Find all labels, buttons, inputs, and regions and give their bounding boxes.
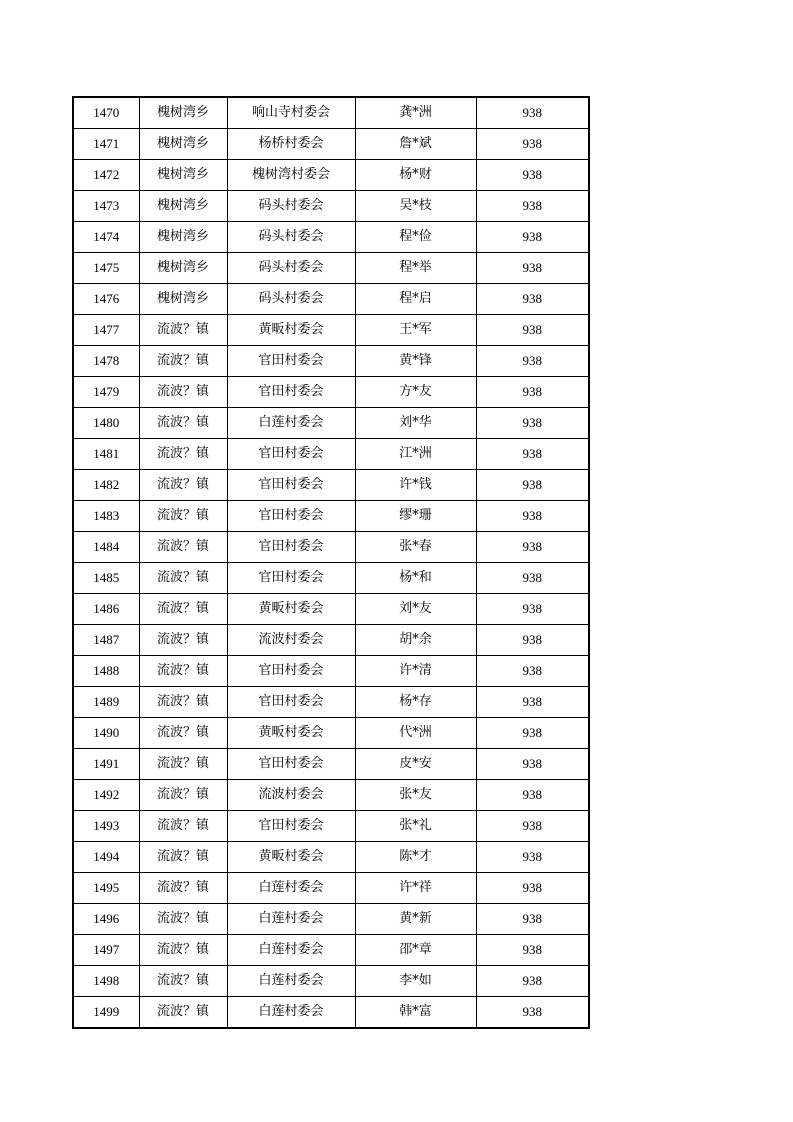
name-cell: 刘*友 (355, 594, 476, 625)
name-cell: 代*洲 (355, 718, 476, 749)
amount-cell: 938 (476, 904, 589, 935)
row-number-cell: 1493 (73, 811, 139, 842)
row-number-cell: 1471 (73, 129, 139, 160)
town-cell: 槐树湾乡 (139, 129, 227, 160)
row-number-cell: 1492 (73, 780, 139, 811)
name-cell: 黄*新 (355, 904, 476, 935)
town-cell: 流波？镇 (139, 749, 227, 780)
amount-cell: 938 (476, 284, 589, 315)
name-cell: 王*军 (355, 315, 476, 346)
town-cell: 流波？镇 (139, 935, 227, 966)
town-cell: 流波？镇 (139, 377, 227, 408)
village-committee-cell: 流波村委会 (227, 625, 355, 656)
row-number-cell: 1481 (73, 439, 139, 470)
amount-cell: 938 (476, 377, 589, 408)
table-row (73, 842, 589, 873)
row-number-cell: 1485 (73, 563, 139, 594)
town-cell: 流波？镇 (139, 687, 227, 718)
village-committee-cell: 码头村委会 (227, 284, 355, 315)
row-number-cell: 1473 (73, 191, 139, 222)
name-cell: 吴*枝 (355, 191, 476, 222)
table-row (73, 780, 589, 811)
town-cell: 流波？镇 (139, 315, 227, 346)
name-cell: 张*礼 (355, 811, 476, 842)
name-cell: 程*俭 (355, 222, 476, 253)
town-cell: 流波？镇 (139, 408, 227, 439)
village-committee-cell: 官田村委会 (227, 346, 355, 377)
village-committee-cell: 官田村委会 (227, 563, 355, 594)
table-row (73, 687, 589, 718)
village-committee-cell: 黄畈村委会 (227, 842, 355, 873)
table-row (73, 470, 589, 501)
amount-cell: 938 (476, 966, 589, 997)
row-number-cell: 1499 (73, 997, 139, 1029)
name-cell: 程*启 (355, 284, 476, 315)
row-number-cell: 1480 (73, 408, 139, 439)
town-cell: 流波？镇 (139, 718, 227, 749)
row-number-cell: 1489 (73, 687, 139, 718)
table-row (73, 129, 589, 160)
table-row (73, 377, 589, 408)
amount-cell: 938 (476, 501, 589, 532)
table-row (73, 966, 589, 997)
amount-cell: 938 (476, 842, 589, 873)
town-cell: 槐树湾乡 (139, 222, 227, 253)
village-committee-cell: 白莲村委会 (227, 966, 355, 997)
village-committee-cell: 官田村委会 (227, 687, 355, 718)
amount-cell: 938 (476, 811, 589, 842)
village-committee-cell: 黄畈村委会 (227, 315, 355, 346)
amount-cell: 938 (476, 470, 589, 501)
name-cell: 龚*洲 (355, 97, 476, 129)
amount-cell: 938 (476, 563, 589, 594)
table-row (73, 811, 589, 842)
table-row (73, 749, 589, 780)
village-committee-cell: 官田村委会 (227, 749, 355, 780)
name-cell: 许*清 (355, 656, 476, 687)
table-row (73, 563, 589, 594)
table-row (73, 718, 589, 749)
table-row (73, 656, 589, 687)
table-row (73, 935, 589, 966)
town-cell: 流波？镇 (139, 532, 227, 563)
row-number-cell: 1478 (73, 346, 139, 377)
town-cell: 流波？镇 (139, 811, 227, 842)
village-committee-cell: 官田村委会 (227, 656, 355, 687)
table-row (73, 315, 589, 346)
village-committee-cell: 白莲村委会 (227, 408, 355, 439)
town-cell: 流波？镇 (139, 594, 227, 625)
amount-cell: 938 (476, 780, 589, 811)
name-cell: 韩*富 (355, 997, 476, 1029)
town-cell: 流波？镇 (139, 873, 227, 904)
row-number-cell: 1491 (73, 749, 139, 780)
amount-cell: 938 (476, 718, 589, 749)
table-row (73, 222, 589, 253)
amount-cell: 938 (476, 315, 589, 346)
village-committee-cell: 流波村委会 (227, 780, 355, 811)
row-number-cell: 1488 (73, 656, 139, 687)
name-cell: 张*友 (355, 780, 476, 811)
row-number-cell: 1477 (73, 315, 139, 346)
table-row (73, 284, 589, 315)
table-row (73, 594, 589, 625)
name-cell: 程*举 (355, 253, 476, 284)
village-committee-cell: 白莲村委会 (227, 904, 355, 935)
name-cell: 邵*章 (355, 935, 476, 966)
row-number-cell: 1475 (73, 253, 139, 284)
table-row (73, 253, 589, 284)
row-number-cell: 1497 (73, 935, 139, 966)
village-committee-cell: 白莲村委会 (227, 935, 355, 966)
village-committee-cell: 官田村委会 (227, 377, 355, 408)
table-row (73, 997, 589, 1029)
village-committee-cell: 槐树湾村委会 (227, 160, 355, 191)
amount-cell: 938 (476, 408, 589, 439)
town-cell: 流波？镇 (139, 997, 227, 1029)
name-cell: 许*钱 (355, 470, 476, 501)
name-cell: 杨*和 (355, 563, 476, 594)
town-cell: 槐树湾乡 (139, 191, 227, 222)
name-cell: 李*如 (355, 966, 476, 997)
amount-cell: 938 (476, 191, 589, 222)
town-cell: 流波？镇 (139, 780, 227, 811)
row-number-cell: 1474 (73, 222, 139, 253)
table-row (73, 346, 589, 377)
amount-cell: 938 (476, 222, 589, 253)
village-committee-cell: 码头村委会 (227, 222, 355, 253)
town-cell: 流波？镇 (139, 346, 227, 377)
amount-cell: 938 (476, 594, 589, 625)
row-number-cell: 1498 (73, 966, 139, 997)
name-cell: 杨*财 (355, 160, 476, 191)
amount-cell: 938 (476, 997, 589, 1029)
table-row (73, 439, 589, 470)
table-row (73, 501, 589, 532)
row-number-cell: 1484 (73, 532, 139, 563)
amount-cell: 938 (476, 656, 589, 687)
row-number-cell: 1490 (73, 718, 139, 749)
town-cell: 流波？镇 (139, 563, 227, 594)
name-cell: 缪*珊 (355, 501, 476, 532)
town-cell: 流波？镇 (139, 966, 227, 997)
village-committee-cell: 官田村委会 (227, 811, 355, 842)
amount-cell: 938 (476, 129, 589, 160)
name-cell: 皮*安 (355, 749, 476, 780)
amount-cell: 938 (476, 687, 589, 718)
data-table (72, 96, 590, 1029)
amount-cell: 938 (476, 532, 589, 563)
amount-cell: 938 (476, 97, 589, 129)
village-committee-cell: 黄畈村委会 (227, 594, 355, 625)
village-committee-cell: 白莲村委会 (227, 873, 355, 904)
row-number-cell: 1486 (73, 594, 139, 625)
row-number-cell: 1483 (73, 501, 139, 532)
town-cell: 槐树湾乡 (139, 253, 227, 284)
village-committee-cell: 杨桥村委会 (227, 129, 355, 160)
amount-cell: 938 (476, 873, 589, 904)
name-cell: 黄*锋 (355, 346, 476, 377)
row-number-cell: 1496 (73, 904, 139, 935)
row-number-cell: 1495 (73, 873, 139, 904)
town-cell: 流波？镇 (139, 501, 227, 532)
amount-cell: 938 (476, 935, 589, 966)
town-cell: 流波？镇 (139, 439, 227, 470)
amount-cell: 938 (476, 439, 589, 470)
table-row (73, 97, 589, 129)
village-committee-cell: 黄畈村委会 (227, 718, 355, 749)
amount-cell: 938 (476, 346, 589, 377)
table-row (73, 532, 589, 563)
village-committee-cell: 官田村委会 (227, 470, 355, 501)
amount-cell: 938 (476, 749, 589, 780)
village-committee-cell: 官田村委会 (227, 501, 355, 532)
row-number-cell: 1470 (73, 97, 139, 129)
row-number-cell: 1479 (73, 377, 139, 408)
village-committee-cell: 码头村委会 (227, 253, 355, 284)
table-body (73, 97, 589, 1028)
table-row (73, 904, 589, 935)
village-committee-cell: 响山寺村委会 (227, 97, 355, 129)
village-committee-cell: 官田村委会 (227, 532, 355, 563)
name-cell: 许*祥 (355, 873, 476, 904)
town-cell: 槐树湾乡 (139, 284, 227, 315)
row-number-cell: 1476 (73, 284, 139, 315)
row-number-cell: 1494 (73, 842, 139, 873)
town-cell: 流波？镇 (139, 625, 227, 656)
village-committee-cell: 官田村委会 (227, 439, 355, 470)
town-cell: 槐树湾乡 (139, 97, 227, 129)
name-cell: 张*春 (355, 532, 476, 563)
table-row (73, 873, 589, 904)
name-cell: 胡*余 (355, 625, 476, 656)
table-row (73, 191, 589, 222)
town-cell: 流波？镇 (139, 470, 227, 501)
name-cell: 刘*华 (355, 408, 476, 439)
row-number-cell: 1487 (73, 625, 139, 656)
name-cell: 杨*存 (355, 687, 476, 718)
town-cell: 槐树湾乡 (139, 160, 227, 191)
name-cell: 詹*斌 (355, 129, 476, 160)
table-row (73, 625, 589, 656)
name-cell: 陈*才 (355, 842, 476, 873)
row-number-cell: 1482 (73, 470, 139, 501)
table-row (73, 160, 589, 191)
name-cell: 江*洲 (355, 439, 476, 470)
amount-cell: 938 (476, 625, 589, 656)
table-row (73, 408, 589, 439)
name-cell: 方*友 (355, 377, 476, 408)
row-number-cell: 1472 (73, 160, 139, 191)
town-cell: 流波？镇 (139, 842, 227, 873)
town-cell: 流波？镇 (139, 656, 227, 687)
amount-cell: 938 (476, 253, 589, 284)
amount-cell: 938 (476, 160, 589, 191)
town-cell: 流波？镇 (139, 904, 227, 935)
village-committee-cell: 码头村委会 (227, 191, 355, 222)
village-committee-cell: 白莲村委会 (227, 997, 355, 1029)
